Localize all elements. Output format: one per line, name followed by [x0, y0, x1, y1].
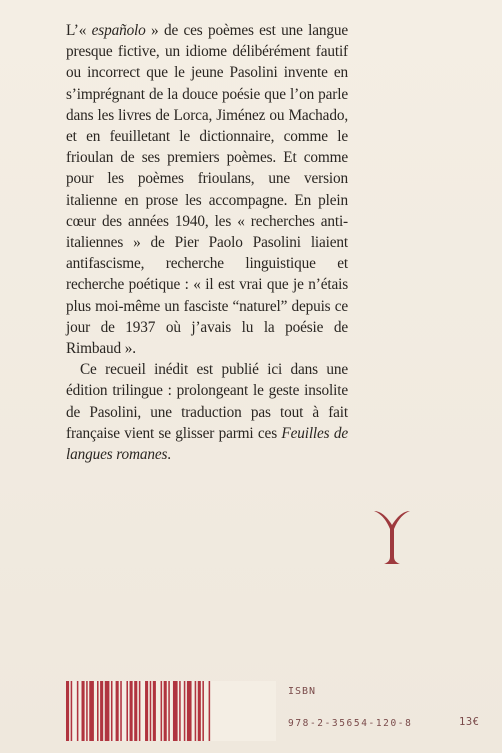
barcode-bar	[145, 681, 148, 741]
barcode-bar	[179, 681, 181, 741]
price: 13€	[459, 716, 480, 728]
barcode-bar	[100, 681, 103, 741]
barcode-bar	[82, 681, 85, 741]
barcode-bar	[126, 681, 128, 741]
barcode-bar	[134, 681, 137, 741]
barcode-bar	[164, 681, 167, 741]
barcode-bar	[161, 681, 163, 741]
barcode-bar	[139, 681, 141, 741]
isbn-number: 978-2-35654-120-8	[288, 718, 413, 729]
barcode-bar	[195, 681, 197, 741]
barcode-bar	[86, 681, 88, 741]
blurb-text	[66, 20, 348, 465]
barcode-graphic	[66, 681, 276, 741]
barcode-bar	[130, 681, 133, 741]
barcode-bar	[198, 681, 201, 741]
barcode	[66, 681, 276, 741]
barcode-bar	[89, 681, 94, 741]
barcode-bar	[187, 681, 192, 741]
barcode-bar	[111, 681, 113, 741]
barcode-bar	[66, 681, 69, 741]
paragraph-1-intro: L’«	[66, 22, 92, 39]
paragraph-1-rest: » de ces poèmes est une langue presque fictive, un idiome délibérément fautif ou incorrect que le jeune Pasolini invente en s’imprégnant de la douce poésie que l’on parle dans les livres de Lorca, Jiménez ou Machado, et en feuilletant le dictionnaire, comme le frioulan de ses premiers poèmes. Et comme pour les poèmes frioulans, une version italienne en prose les accompagne. En plein cœur des années 1940, les « recherches anti-italiennes » de Pier Paolo Pasolini liaient antifascisme, recherche linguistique et recherche poétique : « il est vrai que je n’étais plus moi-même un fasciste “naturel” depuis ce jour de 1937 où j’avais lu la poésie de Rimbaud ».	[66, 22, 348, 358]
barcode-bar	[97, 681, 99, 741]
barcode-bar	[116, 681, 119, 741]
paragraph-1-italic: españolo	[91, 22, 146, 39]
publisher-logo-icon	[370, 505, 414, 569]
barcode-bar	[71, 681, 73, 741]
isbn-label: ISBN	[288, 686, 317, 697]
paragraph-2-italic: Feuilles de langues romanes	[66, 424, 348, 464]
paragraph-2-end: .	[167, 446, 171, 464]
barcode-bar	[153, 681, 156, 741]
barcode-bar	[77, 681, 79, 741]
barcode-bar	[209, 681, 211, 741]
barcode-bar	[150, 681, 152, 741]
paragraph-2-text: Ce recueil inédit est publié ici dans une édition trilingue : prolongeant le geste insolite de Pasolini, une traduction pas tout à fait française vient se glisser parmi ces	[66, 361, 348, 442]
barcode-bar	[184, 681, 186, 741]
barcode-bar	[105, 681, 110, 741]
barcode-bar	[202, 681, 204, 741]
blurb-paragraph-1	[66, 20, 348, 359]
blurb-paragraph-2	[66, 359, 348, 465]
barcode-bar	[120, 681, 122, 741]
barcode-bar	[173, 681, 178, 741]
barcode-bar	[168, 681, 170, 741]
